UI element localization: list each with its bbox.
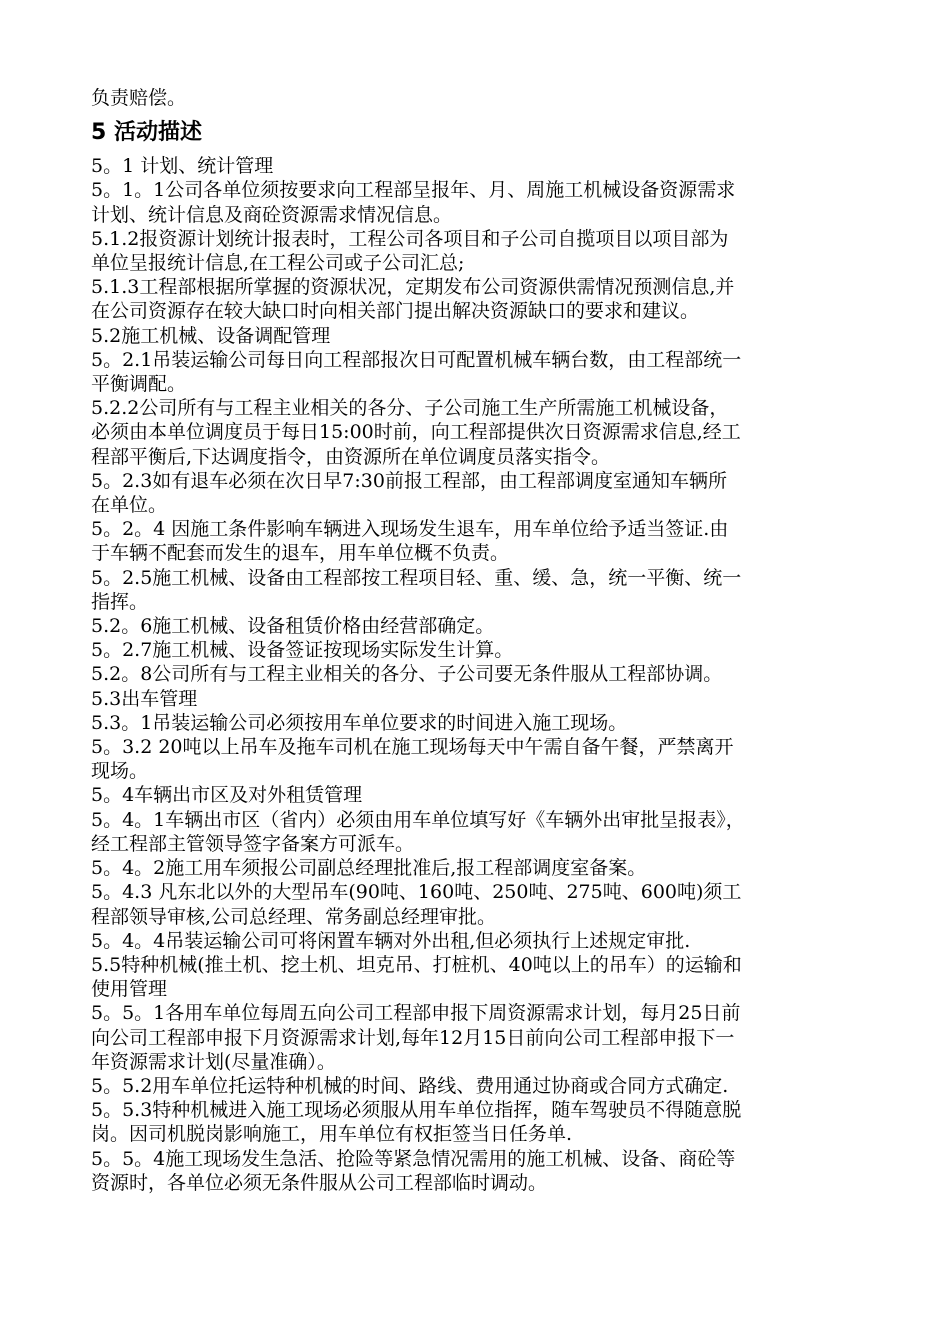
text-line: 5。1。1公司各单位须按要求向工程部呈报年、月、周施工机械设备资源需求 <box>91 179 736 202</box>
text-line: 资源时，各单位必须无条件服从公司工程部临时调动。 <box>91 1171 548 1194</box>
text-line: 5.2。6施工机械、设备租赁价格由经营部确定。 <box>91 615 495 638</box>
text-line: 计划、统计信息及商砼资源需求情况信息。 <box>91 203 453 226</box>
text-line: 程部平衡后,下达调度指令，由资源所在单位调度员落实指令。 <box>91 445 611 468</box>
text-line: 5.2。8公司所有与工程主业相关的各分、子公司要无条件服从工程部协调。 <box>91 663 723 686</box>
text-line: 5。2.1吊装运输公司每日向工程部报次日可配置机械车辆台数，由工程部统一 <box>91 348 742 371</box>
text-line: 程部领导审核,公司总经理、常务副总经理审批。 <box>91 905 497 928</box>
text-line: 5.1.3工程部根据所掌握的资源状况，定期发布公司资源供需情况预测信息,并 <box>91 276 735 299</box>
text-line: 5。5。4施工现场发生急活、抢险等紧急情况需用的施工机械、设备、商砼等 <box>91 1147 736 1170</box>
text-line: 5。4。1车辆出市区（省内）必须由用车单位填写好《车辆外出审批呈报表》， <box>91 808 745 831</box>
text-line: 5。1 计划、统计管理 <box>91 155 274 178</box>
text-line: 平衡调配。 <box>91 373 187 396</box>
text-line: 在单位。 <box>91 494 168 517</box>
text-line: 使用管理 <box>91 978 168 1001</box>
text-line: 5。5。1各用车单位每周五向公司工程部申报下周资源需求计划，每月25日前 <box>91 1002 741 1025</box>
section-heading: 5 活动描述 <box>91 120 202 146</box>
text-line: 5。2.7施工机械、设备签证按现场实际发生计算。 <box>91 639 514 662</box>
text-line: 向公司工程部申报下月资源需求计划,每年12月15日前向公司工程部申报下一 <box>91 1026 735 1049</box>
text-line: 经工程部主管领导签字备案方可派车。 <box>91 832 415 855</box>
text-line: 指挥。 <box>91 590 149 613</box>
text-line: 年资源需求计划(尽量准确）。 <box>91 1050 336 1073</box>
text-line: 在公司资源存在较大缺口时向相关部门提出解决资源缺口的要求和建议。 <box>91 300 700 323</box>
text-line: 5。4。2施工用车须报公司副总经理批准后,报工程部调度室备案。 <box>91 857 647 880</box>
text-line: 5.5特种机械(推土机、挖土机、坦克吊、打桩机、40吨以上的吊车）的运输和 <box>91 953 742 976</box>
text-line: 5。4.3 凡东北以外的大型吊车(90吨、160吨、250吨、275吨、600吨)须工 <box>91 881 742 904</box>
text-line: 5。2.5施工机械、设备由工程部按工程项目轻、重、缓、急，统一平衡、统一 <box>91 566 742 589</box>
text-line: 5。2。4 因施工条件影响车辆进入现场发生退车，用车单位给予适当签证.由 <box>91 518 729 541</box>
text-line: 于车辆不配套而发生的退车，用车单位概不负责。 <box>91 542 510 565</box>
text-line: 5.3出车管理 <box>91 687 198 710</box>
text-line: 岗。因司机脱岗影响施工，用车单位有权拒签当日任务单. <box>91 1123 573 1146</box>
text-line: 5.3。1吊装运输公司必须按用车单位要求的时间进入施工现场。 <box>91 711 628 734</box>
text-line: 5。2.3如有退车必须在次日早7:30前报工程部，由工程部调度室通知车辆所 <box>91 469 727 492</box>
text-line: 5.2.2公司所有与工程主业相关的各分、子公司施工生产所需施工机械设备， <box>91 397 729 420</box>
text-line: 现场。 <box>91 760 149 783</box>
document-body <box>91 154 870 1195</box>
text-line: 5。5.2用车单位托运特种机械的时间、路线、费用通过协商或合同方式确定. <box>91 1074 729 1097</box>
text-line: 5.2施工机械、设备调配管理 <box>91 324 331 347</box>
text-line: 单位呈报统计信息,在工程公司或子公司汇总; <box>91 252 465 275</box>
text-line: 必须由本单位调度员于每日15:00时前，向工程部提供次日资源需求信息,经工 <box>91 421 741 444</box>
text-line: 5。4车辆出市区及对外租赁管理 <box>91 784 363 807</box>
text-line: 5。3.2 20吨以上吊车及拖车司机在施工现场每天中午需自备午餐，严禁离开 <box>91 736 734 759</box>
text-line: 5.1.2报资源计划统计报表时，工程公司各项目和子公司自揽项目以项目部为 <box>91 227 729 250</box>
text-line: 5。4。4吊装运输公司可将闲置车辆对外出租,但必须执行上述规定审批. <box>91 929 691 952</box>
text-line: 5。5.3特种机械进入施工现场必须服从用车单位指挥，随车驾驶员不得随意脱 <box>91 1099 742 1122</box>
intro-line: 负责赔偿。 <box>91 87 187 109</box>
